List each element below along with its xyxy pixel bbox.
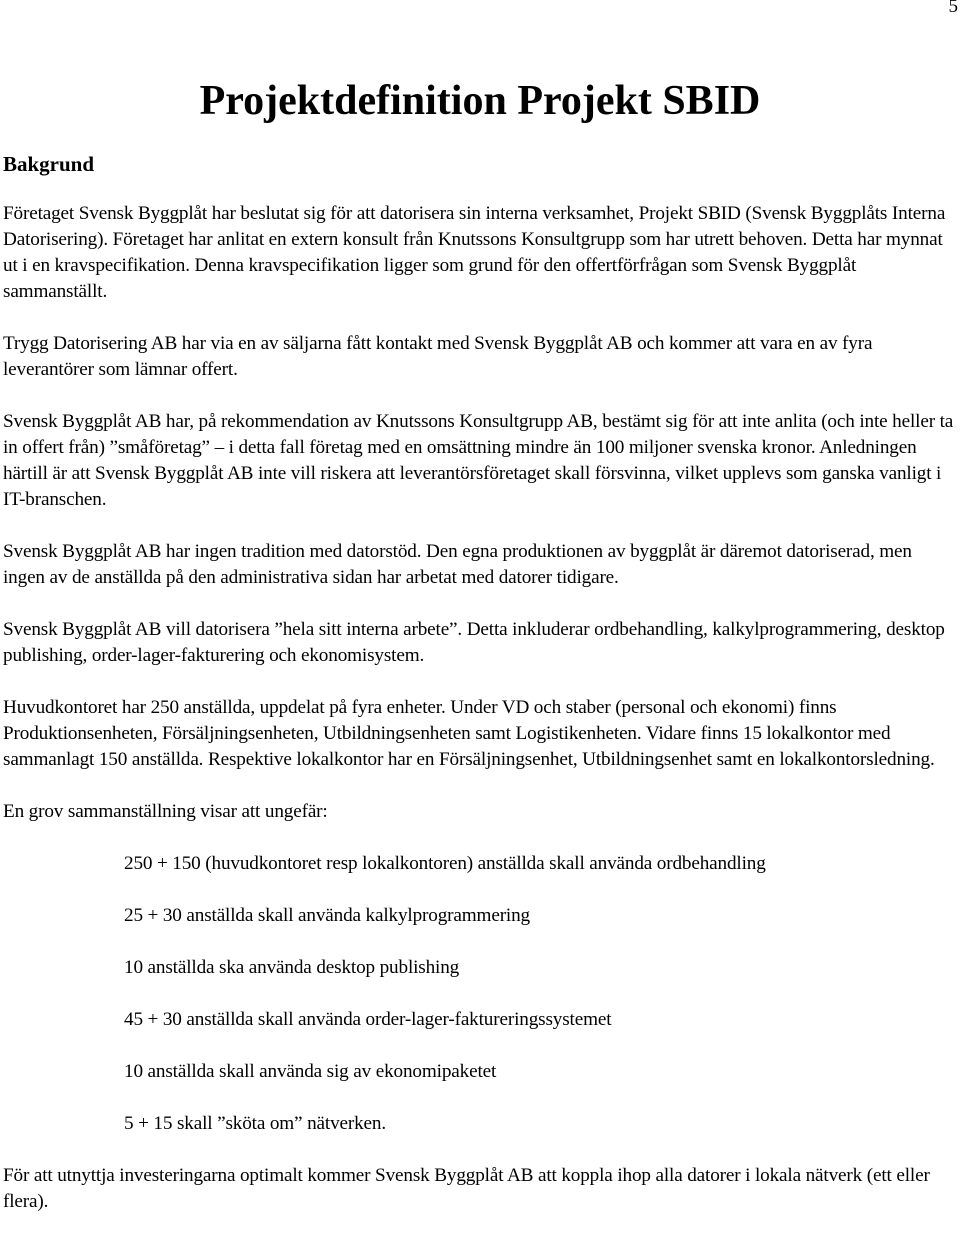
document-body <box>3 201 958 1241</box>
list-item: 5 + 15 skall ”sköta om” nätverken. <box>124 1113 387 1134</box>
paragraph-summary-intro: En grov sammanställning visar att ungefär: <box>3 801 328 822</box>
usage-list <box>3 851 958 1137</box>
paragraph-intro: Företaget Svensk Byggplåt har beslutat sig för att datorisera sin interna verksamhet, Projekt SBID (Svensk Byggplåts Interna Datorisering). Företaget har anlitat en extern konsult från Knutssons Konsultgrupp som har utrett behoven. Detta har mynnat ut i en kravspecifikation. Denna kravspecifikation ligger som grund för den offertförfrågan som Svensk Byggplåt sammanställt. <box>3 203 946 302</box>
paragraph-tradition: Svensk Byggplåt AB har ingen tradition med datorstöd. Den egna produktionen av byggplåt är däremot datoriserad, men ingen av de anställda på den administrativa sidan har arbetat med datorer tidigare. <box>3 541 912 588</box>
paragraph-scope: Svensk Byggplåt AB vill datorisera ”hela sitt interna arbete”. Detta inkluderar ordbehandling, kalkylprogrammering, desktop publishing, order-lager-fakturering och ekonomisystem. <box>3 619 945 666</box>
paragraph-organization: Huvudkontoret har 250 anställda, uppdelat på fyra enheter. Under VD och staber (personal och ekonomi) finns Produktionsenheten, Försäljningsenheten, Utbildningsenheten samt Logistikenheten. Vidare finns 15 lokalkontor med sammanlagt 150 anställda. Respektive lokalkontor har en Försäljningsenhet, Utbildningsenhet samt en lokalkontorsledning. <box>3 697 935 770</box>
list-item: 10 anställda ska använda desktop publishing <box>124 957 460 978</box>
list-item: 45 + 30 anställda skall använda order-lager-faktureringssystemet <box>124 1009 612 1030</box>
list-item: 25 + 30 anställda skall använda kalkylprogrammering <box>124 905 530 926</box>
list-item: 10 anställda skall använda sig av ekonomipaketet <box>124 1061 497 1082</box>
paragraph-small-companies: Svensk Byggplåt AB har, på rekommendation av Knutssons Konsultgrupp AB, bestämt sig för att inte anlita (och inte heller ta in offert från) ”småföretag” – i detta fall företag med en omsättning mindre än 100 miljoner svenska kronor. Anledningen härtill är att Svensk Byggplåt AB inte vill riskera att leverantörsföretaget skall försvinna, vilket upplevs som ganska vanligt i IT-branschen. <box>3 411 954 510</box>
section-heading-bakgrund: Bakgrund <box>3 152 95 176</box>
list-item: 250 + 150 (huvudkontoret resp lokalkontoren) anställda skall använda ordbehandling <box>124 853 766 874</box>
page-number: 5 <box>948 0 958 17</box>
paragraph-closing: För att utnyttja investeringarna optimalt kommer Svensk Byggplåt AB att koppla ihop alla datorer i lokala nätverk (ett eller flera). <box>3 1165 930 1212</box>
document-title: Projektdefinition Projekt SBID <box>199 78 761 124</box>
paragraph-supplier: Trygg Datorisering AB har via en av säljarna fått kontakt med Svensk Byggplåt AB och kommer att vara en av fyra leverantörer som lämnar offert. <box>3 333 873 380</box>
